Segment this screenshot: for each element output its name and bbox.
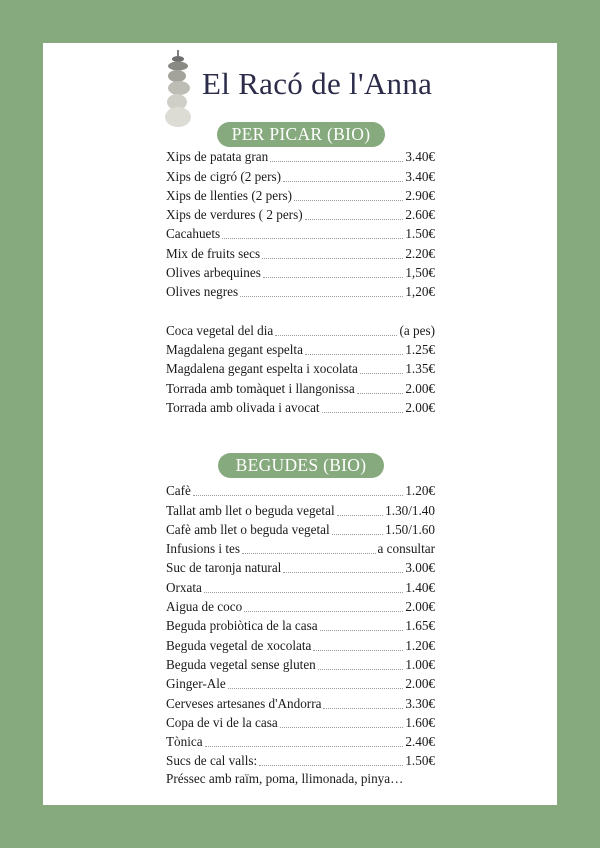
stone-stack-logo-icon — [161, 50, 195, 128]
menu-item: Xips de verdures ( 2 pers) 2.60€ — [166, 207, 435, 223]
menu-item: Olives arbequines 1,50€ — [166, 265, 435, 281]
snacks-list — [166, 147, 435, 417]
menu-item: Torrada amb olivada i avocat 2.00€ — [166, 399, 435, 415]
menu-item: Coca vegetal del dia (a pes) — [166, 322, 435, 338]
menu-item: Xips de patata gran 3.40€ — [166, 149, 435, 165]
section-label-per-picar: PER PICAR (BIO) — [217, 122, 385, 147]
menu-item: Tònica 2.40€ — [166, 734, 435, 750]
menu-item: Cerveses artesanes d'Andorra 3.30€ — [166, 695, 435, 711]
menu-item: Beguda probiòtica de la casa 1.65€ — [166, 618, 435, 634]
menu-item: Suc de taronja natural 3.00€ — [166, 560, 435, 576]
menu-item: Copa de vi de la casa 1.60€ — [166, 714, 435, 730]
page-title: El Racó de l'Anna — [202, 66, 433, 101]
menu-item: Sucs de cal valls: 1.50€ — [166, 753, 435, 769]
menu-item: Mix de fruits secs 2.20€ — [166, 245, 435, 261]
section-label-begudes: BEGUDES (BIO) — [218, 453, 384, 478]
menu-item: Cafè 1.20€ — [166, 483, 435, 499]
menu-item: Orxata 1.40€ — [166, 579, 435, 595]
menu-item: Torrada amb tomàquet i llangonissa 2.00€ — [166, 380, 435, 396]
menu-item: Olives negres 1,20€ — [166, 284, 435, 300]
menu-item: Aigua de coco 2.00€ — [166, 599, 435, 615]
drinks-list — [166, 481, 435, 790]
juice-flavours-note: Préssec amb raïm, poma, llimonada, pinya… — [166, 771, 404, 787]
menu-item: Tallat amb llet o beguda vegetal 1.30/1.40 — [166, 502, 435, 518]
menu-item: Beguda vegetal sense gluten 1.00€ — [166, 656, 435, 672]
menu-item: Magdalena gegant espelta 1.25€ — [166, 341, 435, 357]
menu-item: Beguda vegetal de xocolata 1.20€ — [166, 637, 435, 653]
menu-item: Xips de cigró (2 pers) 3.40€ — [166, 168, 435, 184]
menu-item: Cafè amb llet o beguda vegetal 1.50/1.60 — [166, 521, 435, 537]
menu-item: Infusions i tes a consultar — [166, 541, 435, 557]
menu-item: Xips de llenties (2 pers) 2.90€ — [166, 187, 435, 203]
menu-item: Cacahuets 1.50€ — [166, 226, 435, 242]
menu-page — [43, 43, 557, 805]
menu-item: Ginger-Ale 2.00€ — [166, 676, 435, 692]
menu-item: Magdalena gegant espelta i xocolata 1.35€ — [166, 361, 435, 377]
